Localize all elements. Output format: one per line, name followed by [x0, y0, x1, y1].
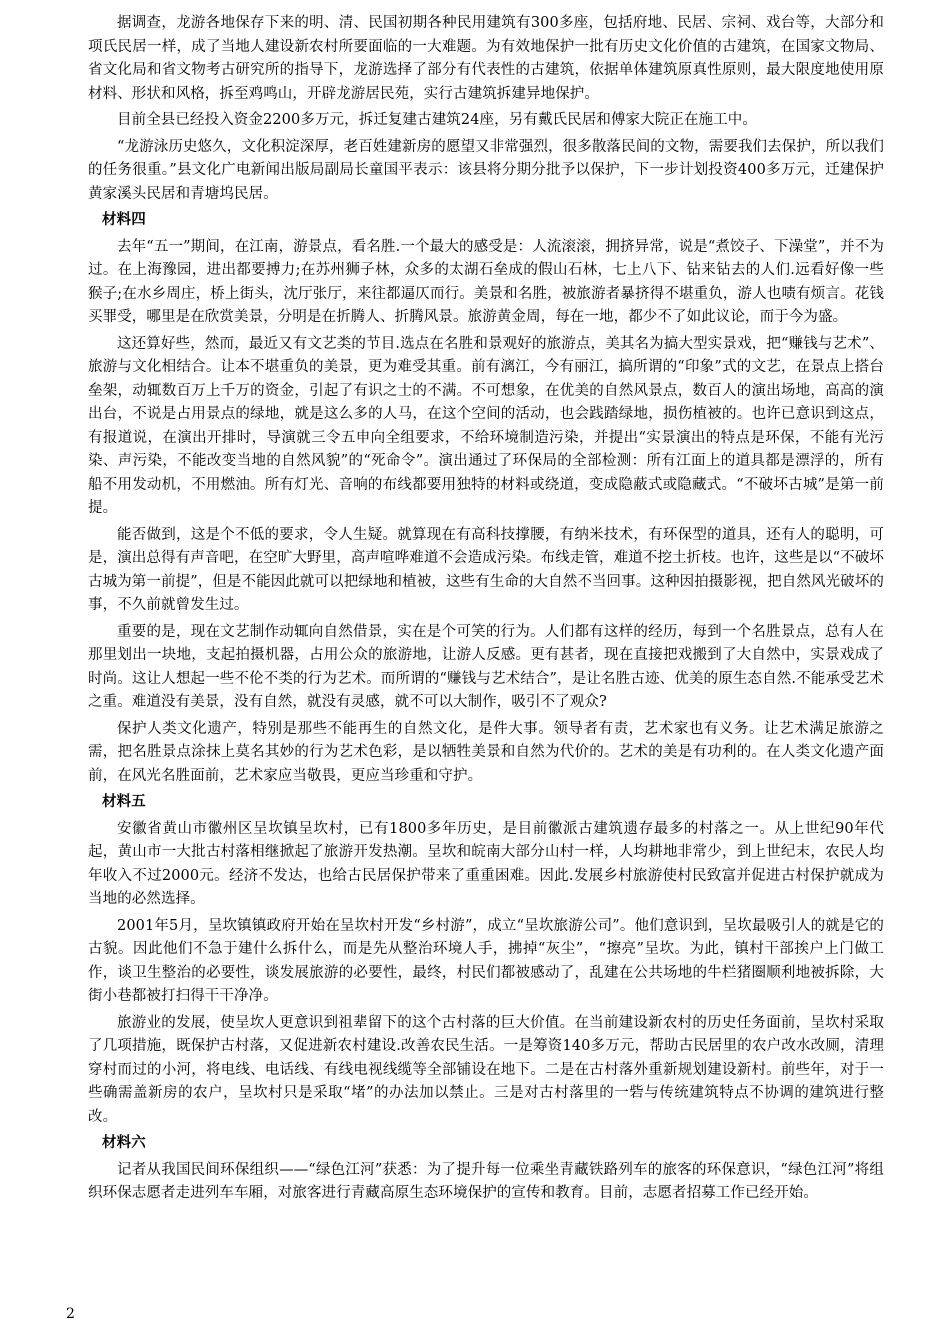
section-heading: 材料五	[102, 794, 146, 810]
section-heading: 材料六	[102, 1135, 146, 1151]
paragraph: 旅游业的发展，使呈坎人更意识到祖辈留下的这个古村落的巨大价值。在当前建设新农村的历史任务面前，呈坎村采取了几项措施，既保护古村落，又促进新农村建设.改善农民生活。一是筹资140多万元，帮助古民居里的农户改水改厕，清理穿村而过的小河，将电线、电话线、有线电视线缆等全部铺设在地下。二是在古村落外重新规划建设新村。前些年，对于一些确需盖新房的农户，呈坎村只是采取“堵”的办法加以禁止。三是对古村落里的一砦与传统建筑特点不协调的建筑进行整改。	[88, 1014, 884, 1125]
paragraph: 能否做到，这是个不低的要求，令人生疑。就算现在有高科技撑腰，有纳米技术，有环保型的道具，还有人的聪明，可是，演出总得有声音吧，在空旷大野里，高声喧哗难道不会造成污染。布线走管，难道不挖土折枝。也许，这些是以“不破坏古城为第一前提”，但是不能因此就可以把绿地和植被，这些有生命的大自然不当回事。这种因拍摄影视，把自然风光破坏的事，不久前就曾发生过。	[88, 526, 884, 613]
paragraph: “龙游泳历史悠久，文化积淀深厚，老百姓建新房的愿望又非常强烈，很多散落民间的文物，需要我们去保护，所以我们的任务很重。”县文化广电新闻出版局副局长童国平表示：该县将分期分批予以保护，下一步计划投资400多万元，迁建保护黄家溪头民居和青塘坞民居。	[88, 138, 884, 202]
paragraph: 去年“五一”期间，在江南，游景点，看名胜.一个最大的感受是：人流滚滚，拥挤异常，说是“煮饺子、下澡堂”，并不为过。在上海豫园，进出都要搏力;在苏州狮子林，众多的太湖石垒成的假山石林，七上八下、钻来钻去的人们.远看好像一些猴子;在水乡周庄，桥上街头，沈厅张厅，来往都逼仄而行。美景和名胜，被旅游者暴挤得不堪重负，游人也啧有烦言。花钱买罪受，哪里是在欣赏美景，分明是在折腾人、折腾风景。旅游黄金周，每在一地，都少不了如此议论，而于今为盛。	[88, 238, 884, 325]
paragraph: 这还算好些，然而，最近又有文艺类的节目.选点在名胜和景观好的旅游点，美其名为搞大型实景戏，把“赚钱与艺术”、旅游与文化相结合。让本不堪重负的美景，更为难受其重。前有漓江，今有丽江，搞所谓的“印象”式的文艺，在景点上搭台垒架，动辄数百万上千万的资金，引起了有识之士的不满。不可想象，在优美的自然风景点，数百人的演出场地，高高的演出台，不说是占用景点的绿地，就是这么多的人马，在这个空间的活动，也会践踏绿地，损伤植被的。也许已意识到这点，有报道说，在演出开排时，导演就三令五申向全组要求，不给环境制造污染，并提出“实景演出的特点是环保，不能有光污染、声污染，不能改变当地的自然风貌”的“死命令”。演出通过了环保局的全部检测：所有江面上的道具都是漂浮的，所有船不用发动机，不用燃油。所有灯光、音响的布线都要用独特的材料或绕道，变成隐蔽式或隐藏式。“不破坏古城”是第一前提。	[88, 335, 884, 516]
paragraph: 安徽省黄山市徽州区呈坎镇呈坎村，已有1800多年历史，是目前徽派古建筑遗存最多的村落之一。从上世纪90年代起，黄山市一大批古村落相继掀起了旅游开发热潮。呈坎和皖南大部分山村一样，人均耕地非常少，到上世纪末，农民人均年收入不过2000元。经济不发达，也给古民居保护带来了重重困难。因此.发展乡村旅游使村民致富并促进古村保护就成为当地的必然选择。	[88, 820, 884, 907]
paragraph: 记者从我国民间环保组织——“绿色江河”获悉：为了提升每一位乘坐青藏铁路列车的旅客的环保意识，“绿色江河”将组织环保志愿者走进列车车厢，对旅客进行青藏高原生态环境保护的宣传和教育。目前，志愿者招募工作已经开始。	[88, 1161, 884, 1201]
document-page	[88, 12, 884, 1209]
paragraph: 保护人类文化遗产，特别是那些不能再生的自然文化，是件大事。领导者有责，艺术家也有义务。让艺术满足旅游之需，把名胜景点涂抹上莫名其妙的行为艺术色彩，是以牺牲美景和自然为代价的。艺术的美是有功利的。在人类文化遗产面前，在风光名胜面前，艺术家应当敬畏，更应当珍重和守护。	[88, 720, 884, 784]
page-number: 2	[66, 1306, 75, 1322]
paragraph: 2001年5月，呈坎镇镇政府开始在呈坎村开发“乡村游”，成立“呈坎旅游公司”。他们意识到，呈坎最吸引人的就是它的古貌。因此他们不急于建什么拆什么，而是先从整治环境人手，拂掉“灰尘”，“擦亮”呈坎。为此，镇村干部挨户上门做工作，谈卫生整治的必要性，谈发展旅游的必要性，最终，村民们都被感动了，乱建在公共场地的牛栏猪圈顺利地被拆除，大街小巷都被打扫得干干净净。	[88, 917, 884, 1004]
section-heading: 材料四	[102, 212, 146, 228]
paragraph: 目前全县已经投入资金2200多万元，拆迁复建古建筑24座，另有戴氏民居和傅家大院正在施工中。	[117, 112, 757, 128]
paragraph: 重要的是，现在文艺制作动辄向自然借景，实在是个可笑的行为。人们都有这样的经历，每到一个名胜景点，总有人在那里划出一块地，支起拍摄机器，占用公众的旅游地，让游人反感。更有甚者，现在直接把戏搬到了大自然中，实景戏成了时尚。这让人想起一些不伦不类的行为艺术。而所谓的“赚钱与艺术结合”，是让名胜古迹、优美的原生态自然.不能承受艺术之重。难道没有美景，没有自然，就没有灵感，就不可以大制作，吸引不了观众?	[88, 623, 884, 710]
paragraph: 据调查，龙游各地保存下来的明、清、民国初期各种民用建筑有300多座，包括府地、民居、宗祠、戏台等，大部分和项氏民居一样，成了当地人建设新农村所要面临的一大难题。为有效地保护一批有历史文化价值的古建筑，在国家文物局、省文化局和省文物考古研究所的指导下，龙游选择了部分有代表性的古建筑，依据单体建筑原真性原则，最大限度地使用原材料、形状和风格，拆至鸡鸣山，开辟龙游居民苑，实行古建筑拆建异地保护。	[88, 15, 884, 102]
